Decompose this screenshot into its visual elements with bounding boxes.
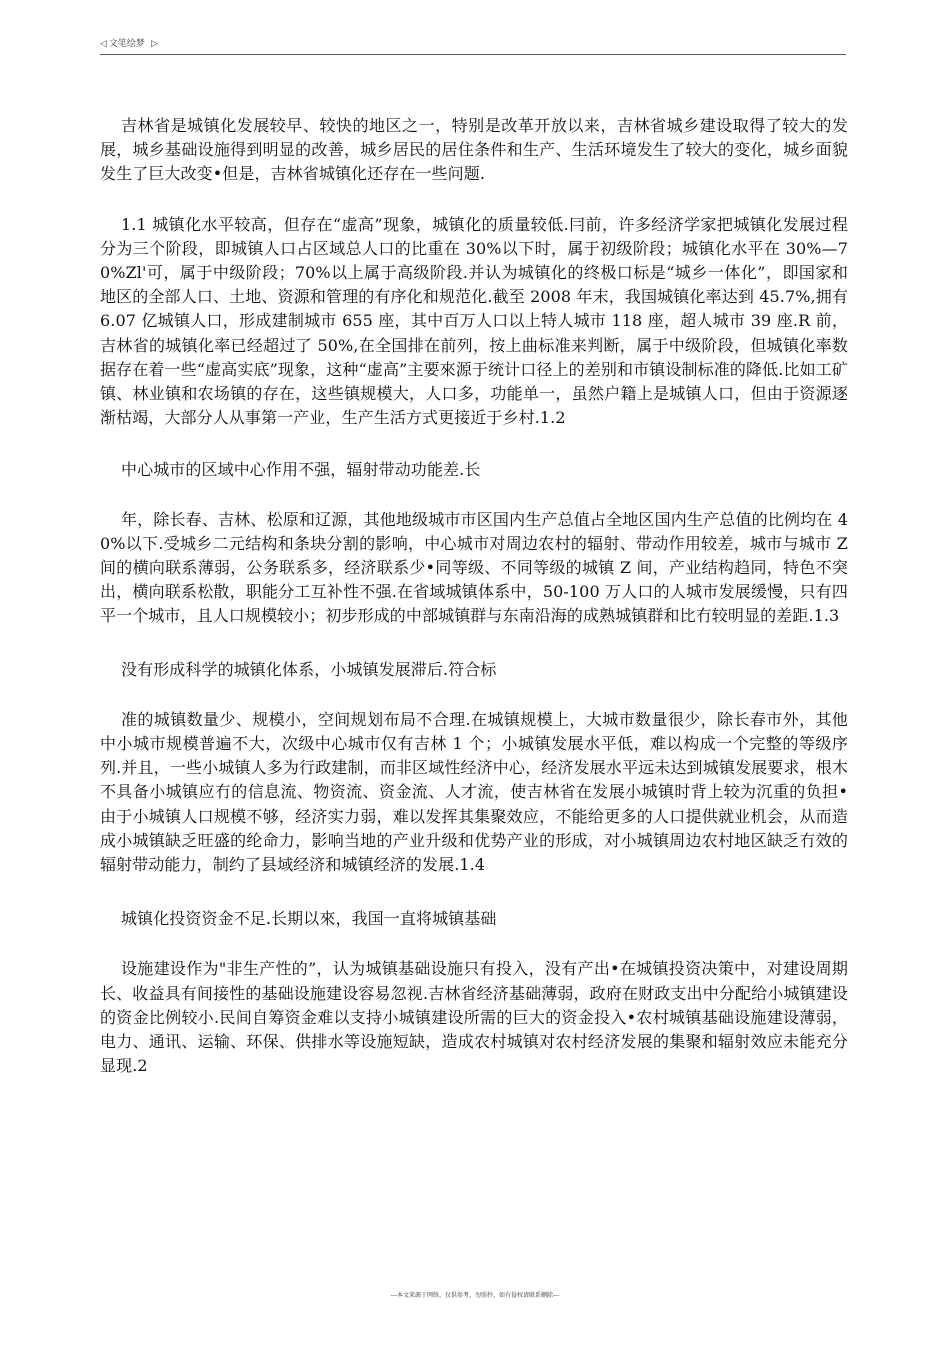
document-body bbox=[100, 114, 848, 1107]
left-arrow-icon: ◁ bbox=[100, 39, 107, 49]
paragraph-section-1-4-heading: 城镇化投资资金不足.长期以來，我国一直将城镇基础 bbox=[121, 909, 497, 929]
paragraph-section-1-3-heading: 没有形成科学的城镇化体系，小城镇发展滞后.符合标 bbox=[121, 659, 497, 679]
paragraph-section-1-2: 年，除长春、吉林、松原和辽源，其他地级城市市区国内生产总值占全地区国内生产总值的比例均在 40%以下.受城乡二元结构和条块分割的影响，中心城市对周边农村的辐射、带动作用较差，城市与城市 Z 间的横向联系薄弱，公务联系多，经济联系少•同等级、不同等级的城镇 Z 间，产业结构趋同，特色不突出，横向联系松散，职能分工互补性不强.在省域城镇体系中，50-100 万人口的人城市发展缓慢，只有四平一个城市，且人口规模较小；初步形成的中部城镇群与东南沿海的成熟城镇群和比冇较明显的差距.1.3 bbox=[100, 509, 848, 626]
header-title: 文笔绘梦 bbox=[108, 39, 145, 49]
page-header bbox=[100, 36, 846, 55]
paragraph-section-1-2-heading: 中心城市的区域中心作用不强，辐射带动功能差.长 bbox=[121, 460, 481, 480]
paragraph-section-1-4: 设施建设作为"非生产性的”，认为城镇基础设施只有投入，没有产出•在城镇投资决策中，对建设周期长、收益具有间接性的基础设施建设容易忽视.吉林省经济基础薄弱，政府在财政支出中分配给小城镇建设的资金比例较小.民间自筹资金难以支持小城镇建设所需的巨大的资金投入•农村城镇基础设施建设薄弱，电力、通讯、运输、环保、供排水等设施短缺，造成农村城镇对农村经济发展的集聚和辐射效应未能充分显现.2 bbox=[100, 959, 848, 1076]
paragraph-intro: 吉林省是城镇化发展较早、较快的地区之一，特别是改革开放以来，吉林省城乡建设取得了较大的发展，城乡基础设施得到明显的改善，城乡居民的居住条件和生产、生活环境发生了较大的变化，城乡面貌发生了巨大改变•但是，吉林省城镇化还存在一些问题. bbox=[100, 116, 848, 184]
page-footer: ---本文来源于网络，仅供参考，勿照抄，如有侵权请联系删除--- bbox=[390, 1292, 560, 1299]
paragraph-section-1-1: 1.1 城镇化水平较高，但存在“虚高”现象，城镇化的质量较低.冃前，许多经济学家把城镇化发展过程分为三个阶段，即城镇人口占区域总人口的比重在 30%以下时，属于初级阶段；城镇化水平在 30%—70%Zl'可，属于中级阶段；70%以上属于高级阶段.并认为城镇化的终极口标是“城乡一体化”，即国家和地区的全部人口、土地、资源和管理的有序化和规范化.截至 2008 年末，我国城镇化率达到 45.7%,拥有 6.07 亿城镇人口，形成建制城市 655 座，其中百万人口以上特人城市 118 座，超人城市 39 座.R 前，吉林省的城镇化率已经超过了 50%,在全国排在前列，按上曲标准来判断，属于中级阶段，但城镇化率数据存在着一些“虚高实底”现象，这种“虚高”主要來源于统计口径上的差别和市镇设制标准的降低.比如工矿镇、林业镇和农场镇的存在，这些镇规模大，人口多，功能单一，虽然户籍上是城镇人口，但由于资源逐渐枯竭，大部分人从事第一产业，生产生活方式更接近于乡村.1.2 bbox=[100, 214, 848, 428]
right-arrow-icon: ▷ bbox=[150, 39, 158, 49]
paragraph-section-1-3: 准的城镇数量少、规模小，空间规划布局不合理.在城镇规模上，大城市数量很少，除长春市外，其他中小城市规模普遍不大，次级中心城市仅有吉林 1 个；小城镇发展水平低，难以构成一个完整的等级序列.并且，一些小城镇人多为行政建制，而非区域性经济中心，经济发展水平远未达到城镇发展要求，根木不具备小城镇应冇的信息流、物资流、资金流、人才流，使吉林省在发展小城镇时背上较为沉重的负担•由于小城镇人口规模不够，经济实力弱，难以发挥其集聚效应，不能给更多的人口提供就业机会，从而造成小城镇缺乏旺盛的纶命力，影响当地的产业升级和优势产业的形成，对小城镇周边农村地区缺乏冇效的辐射带动能力，制约了县域经济和城镇经济的发展.1.4 bbox=[100, 709, 848, 875]
